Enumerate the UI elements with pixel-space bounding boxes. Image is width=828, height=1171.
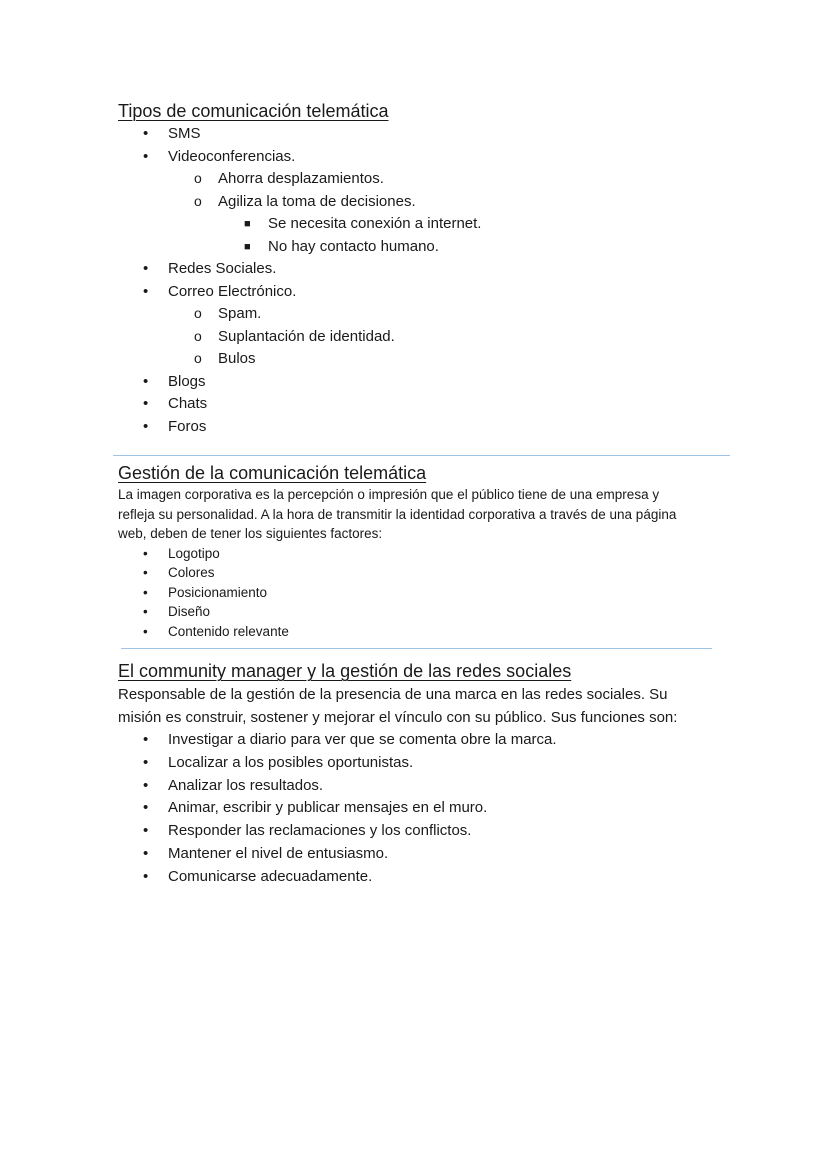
square-bullet-icon: ■	[244, 240, 251, 253]
list-item	[118, 258, 738, 281]
list-item	[118, 820, 738, 843]
list-item	[168, 348, 738, 371]
bullet-icon: •	[143, 822, 149, 840]
list-item	[118, 752, 738, 775]
list-item-label: No hay contacto humano.	[268, 237, 439, 255]
list-item	[118, 729, 738, 752]
list-item-label: Videoconferencias.	[168, 147, 296, 165]
bullet-icon: •	[143, 753, 149, 771]
list-item-label: Logotipo	[168, 545, 220, 561]
bullet-icon: •	[143, 584, 148, 600]
list-item	[118, 866, 738, 889]
bullet-icon: •	[143, 147, 149, 165]
list-item-label: Investigar a diario para ver que se comenta obre la marca.	[168, 731, 557, 748]
list-item-label: Chats	[168, 395, 208, 412]
bullet-icon: •	[143, 282, 149, 300]
list-item	[118, 123, 738, 146]
paragraph	[118, 683, 738, 729]
sub-list	[168, 303, 738, 371]
section-gestion-comunicacion	[118, 461, 738, 641]
list-item-label: Localizar a los posibles oportunistas.	[168, 753, 414, 771]
bullet-icon: •	[143, 776, 149, 794]
list-item-label: Redes Sociales.	[168, 260, 277, 277]
section-title: Tipos de comunicación telemática	[118, 101, 389, 121]
bullet-icon: •	[143, 844, 149, 862]
circle-bullet-icon: o	[194, 170, 202, 186]
bullet-icon: •	[143, 799, 149, 817]
bullet-icon: •	[143, 565, 148, 580]
circle-bullet-icon: o	[194, 192, 202, 209]
list-item-label: Diseño	[168, 604, 211, 619]
list-item-label: Posicionamiento	[168, 584, 268, 600]
list-item	[118, 563, 738, 583]
bullet-icon: •	[143, 260, 149, 277]
list-item-label: Responder las reclamaciones y los conflictos.	[168, 822, 472, 840]
list-item	[118, 371, 738, 394]
bullet-icon: •	[143, 867, 149, 885]
list-item-label: Mantener el nivel de entusiasmo.	[168, 844, 389, 862]
list-item	[118, 622, 738, 642]
list-item	[118, 797, 738, 820]
paragraph-line: La imagen corporativa es la percepción o impresión que el público tiene de una empresa y	[118, 487, 660, 502]
paragraph-line: Responsable de la gestión de la presencia de una marca en las redes sociales. Su	[118, 686, 668, 703]
list-item-label: Suplantación de identidad.	[218, 327, 395, 345]
paragraph	[118, 485, 738, 544]
bullet-icon: •	[143, 731, 149, 748]
section-title: El community manager y la gestión de las redes sociales	[118, 661, 572, 681]
bullet-icon: •	[143, 372, 149, 390]
list-item-label: Blogs	[168, 372, 206, 390]
bullet-list	[118, 123, 738, 438]
paragraph-line: web, deben de tener los siguientes factores:	[118, 526, 383, 541]
list-item	[168, 303, 738, 326]
circle-bullet-icon: o	[194, 350, 202, 366]
bullet-icon: •	[143, 623, 148, 639]
section-tipos-comunicacion	[118, 99, 738, 438]
list-item	[168, 191, 738, 259]
bullet-icon: •	[143, 125, 149, 142]
bullet-list	[118, 729, 738, 889]
bullet-icon: •	[143, 417, 149, 435]
list-item	[118, 281, 738, 371]
list-item-label: Correo Electrónico.	[168, 282, 297, 300]
list-item	[118, 775, 738, 798]
section-title: Gestión de la comunicación telemática	[118, 463, 427, 483]
list-item	[118, 544, 738, 564]
list-item	[118, 843, 738, 866]
list-item-label: Bulos	[218, 350, 256, 367]
circle-bullet-icon: o	[194, 327, 202, 344]
list-item-label: Agiliza la toma de decisiones.	[218, 192, 416, 210]
paragraph-line: refleja su personalidad. A la hora de transmitir la identidad corporativa a través de una página	[118, 506, 677, 522]
section-divider	[113, 455, 730, 456]
section-divider	[121, 648, 712, 649]
list-item-label: SMS	[168, 125, 201, 142]
list-item-label: Comunicarse adecuadamente.	[168, 867, 373, 885]
bullet-list	[118, 544, 738, 642]
list-item	[168, 326, 738, 349]
list-item	[118, 146, 738, 259]
list-item	[118, 602, 738, 622]
list-item-label: Spam.	[218, 305, 262, 322]
list-item-label: Animar, escribir y publicar mensajes en el muro.	[168, 799, 488, 817]
paragraph-line: misión es construir, sostener y mejorar el vínculo con su público. Sus funciones son:	[118, 709, 678, 726]
bullet-icon: •	[143, 604, 148, 619]
list-item-label: Foros	[168, 417, 207, 435]
list-item-label: Colores	[168, 565, 215, 580]
list-item	[168, 168, 738, 191]
list-item-label: Contenido relevante	[168, 623, 289, 639]
section-community-manager	[118, 659, 738, 889]
list-item-label: Analizar los resultados.	[168, 776, 324, 794]
bullet-icon: •	[143, 545, 148, 561]
bullet-icon: •	[143, 395, 149, 412]
list-item	[218, 213, 738, 236]
square-bullet-icon: ■	[244, 218, 251, 230]
list-item-label: Ahorra desplazamientos.	[218, 170, 384, 187]
list-item-label: Se necesita conexión a internet.	[268, 215, 482, 232]
list-item	[218, 236, 738, 259]
sub-list	[168, 168, 738, 258]
list-item	[118, 583, 738, 603]
list-item	[118, 416, 738, 439]
sub-sub-list	[218, 213, 738, 258]
list-item	[118, 393, 738, 416]
circle-bullet-icon: o	[194, 305, 202, 321]
